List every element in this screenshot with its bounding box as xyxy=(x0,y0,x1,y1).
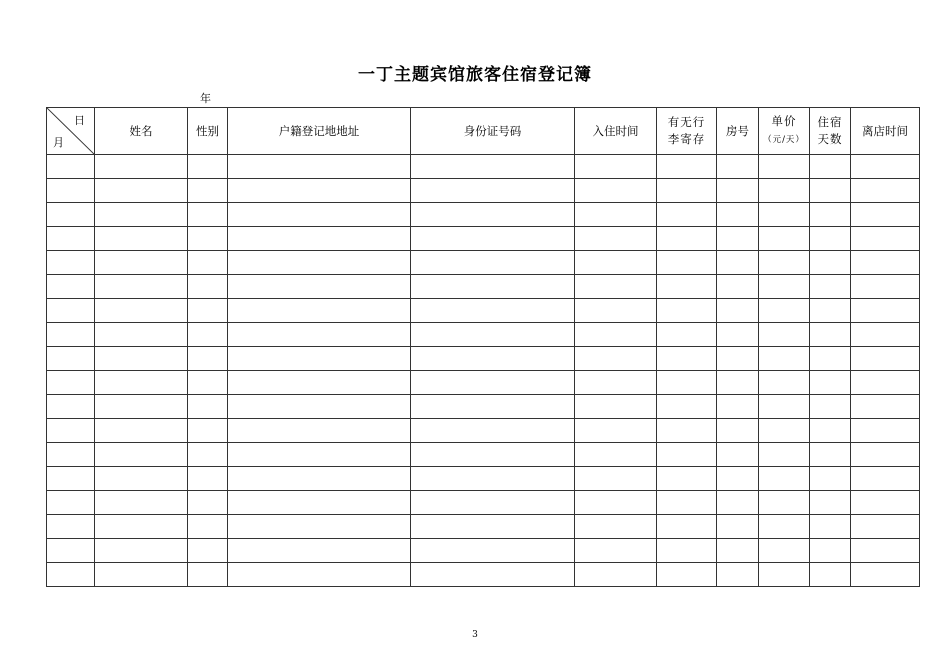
cell-gender xyxy=(188,227,228,251)
header-address: 户籍登记地地址 xyxy=(228,108,411,155)
cell-days xyxy=(810,419,851,443)
cell-address xyxy=(228,539,411,563)
cell-name xyxy=(95,419,188,443)
header-days-line1: 住宿 xyxy=(817,115,843,129)
cell-date xyxy=(47,371,95,395)
cell-name xyxy=(95,347,188,371)
cell-date xyxy=(47,515,95,539)
table-row xyxy=(47,467,920,491)
table-row xyxy=(47,563,920,587)
cell-price xyxy=(759,347,810,371)
cell-checkout-time xyxy=(851,299,920,323)
cell-checkout-time xyxy=(851,203,920,227)
cell-name xyxy=(95,395,188,419)
cell-gender xyxy=(188,563,228,587)
cell-checkout-time xyxy=(851,443,920,467)
cell-room-no xyxy=(717,467,759,491)
cell-date xyxy=(47,539,95,563)
cell-price xyxy=(759,491,810,515)
cell-room-no xyxy=(717,419,759,443)
cell-luggage xyxy=(657,347,717,371)
cell-gender xyxy=(188,299,228,323)
cell-date xyxy=(47,299,95,323)
cell-id-number xyxy=(411,347,575,371)
header-luggage-line2: 李寄存 xyxy=(667,132,706,146)
cell-date xyxy=(47,179,95,203)
cell-checkout-time xyxy=(851,515,920,539)
cell-checkin-time xyxy=(575,299,657,323)
cell-luggage xyxy=(657,227,717,251)
cell-checkin-time xyxy=(575,563,657,587)
cell-name xyxy=(95,467,188,491)
cell-name xyxy=(95,155,188,179)
cell-name xyxy=(95,371,188,395)
cell-address xyxy=(228,299,411,323)
cell-checkout-time xyxy=(851,539,920,563)
cell-checkin-time xyxy=(575,395,657,419)
cell-checkin-time xyxy=(575,443,657,467)
cell-checkin-time xyxy=(575,347,657,371)
cell-name xyxy=(95,275,188,299)
cell-days xyxy=(810,155,851,179)
cell-price xyxy=(759,323,810,347)
cell-price xyxy=(759,443,810,467)
cell-address xyxy=(228,251,411,275)
cell-room-no xyxy=(717,443,759,467)
cell-days xyxy=(810,443,851,467)
cell-price xyxy=(759,203,810,227)
cell-checkout-time xyxy=(851,371,920,395)
header-date xyxy=(47,108,95,155)
cell-name xyxy=(95,491,188,515)
page-number: 3 xyxy=(472,630,478,640)
cell-days xyxy=(810,203,851,227)
cell-address xyxy=(228,227,411,251)
cell-price xyxy=(759,419,810,443)
cell-luggage xyxy=(657,251,717,275)
cell-checkin-time xyxy=(575,179,657,203)
header-checkin-time: 入住时间 xyxy=(575,108,657,155)
cell-checkin-time xyxy=(575,539,657,563)
table-row xyxy=(47,443,920,467)
cell-id-number xyxy=(411,275,575,299)
table-row xyxy=(47,275,920,299)
cell-days xyxy=(810,347,851,371)
cell-checkout-time xyxy=(851,419,920,443)
header-luggage xyxy=(657,108,717,155)
table-row xyxy=(47,227,920,251)
cell-id-number xyxy=(411,443,575,467)
header-luggage-line1: 有无行 xyxy=(667,115,706,129)
header-month-label: 月 xyxy=(53,136,64,149)
cell-price xyxy=(759,299,810,323)
cell-checkin-time xyxy=(575,467,657,491)
cell-gender xyxy=(188,203,228,227)
cell-date xyxy=(47,275,95,299)
table-row xyxy=(47,395,920,419)
cell-address xyxy=(228,467,411,491)
cell-checkout-time xyxy=(851,347,920,371)
cell-room-no xyxy=(717,563,759,587)
cell-checkin-time xyxy=(575,227,657,251)
cell-checkin-time xyxy=(575,275,657,299)
cell-price xyxy=(759,155,810,179)
cell-days xyxy=(810,563,851,587)
cell-id-number xyxy=(411,515,575,539)
cell-luggage xyxy=(657,299,717,323)
table-row xyxy=(47,323,920,347)
cell-id-number xyxy=(411,179,575,203)
cell-checkin-time xyxy=(575,515,657,539)
header-days-line2: 天数 xyxy=(817,132,843,146)
cell-name xyxy=(95,443,188,467)
cell-id-number xyxy=(411,371,575,395)
cell-name xyxy=(95,539,188,563)
cell-gender xyxy=(188,275,228,299)
cell-name xyxy=(95,563,188,587)
cell-checkout-time xyxy=(851,275,920,299)
cell-address xyxy=(228,371,411,395)
cell-id-number xyxy=(411,155,575,179)
cell-id-number xyxy=(411,203,575,227)
cell-price xyxy=(759,467,810,491)
table-row xyxy=(47,203,920,227)
cell-luggage xyxy=(657,443,717,467)
header-room-no: 房号 xyxy=(717,108,759,155)
cell-date xyxy=(47,443,95,467)
cell-date xyxy=(47,467,95,491)
cell-room-no xyxy=(717,251,759,275)
cell-price xyxy=(759,515,810,539)
cell-id-number xyxy=(411,227,575,251)
cell-id-number xyxy=(411,419,575,443)
cell-checkout-time xyxy=(851,467,920,491)
cell-price xyxy=(759,251,810,275)
year-label: 年 xyxy=(200,92,211,105)
cell-price xyxy=(759,563,810,587)
cell-date xyxy=(47,203,95,227)
cell-address xyxy=(228,395,411,419)
cell-address xyxy=(228,275,411,299)
header-day-label: 日 xyxy=(74,114,85,127)
cell-date xyxy=(47,251,95,275)
cell-luggage xyxy=(657,539,717,563)
header-checkout-time: 离店时间 xyxy=(851,108,920,155)
cell-luggage xyxy=(657,419,717,443)
cell-luggage xyxy=(657,395,717,419)
cell-room-no xyxy=(717,539,759,563)
cell-address xyxy=(228,179,411,203)
cell-id-number xyxy=(411,323,575,347)
cell-checkout-time xyxy=(851,227,920,251)
cell-days xyxy=(810,467,851,491)
cell-days xyxy=(810,323,851,347)
cell-room-no xyxy=(717,371,759,395)
cell-checkin-time xyxy=(575,323,657,347)
cell-luggage xyxy=(657,515,717,539)
cell-luggage xyxy=(657,179,717,203)
cell-date xyxy=(47,395,95,419)
cell-checkout-time xyxy=(851,251,920,275)
cell-gender xyxy=(188,251,228,275)
cell-gender xyxy=(188,155,228,179)
cell-gender xyxy=(188,179,228,203)
cell-checkout-time xyxy=(851,563,920,587)
cell-address xyxy=(228,323,411,347)
table-row xyxy=(47,539,920,563)
cell-checkin-time xyxy=(575,251,657,275)
cell-days xyxy=(810,395,851,419)
cell-room-no xyxy=(717,155,759,179)
cell-checkout-time xyxy=(851,323,920,347)
cell-address xyxy=(228,491,411,515)
table-row xyxy=(47,371,920,395)
cell-gender xyxy=(188,443,228,467)
header-price-line2: （元/天） xyxy=(763,135,805,145)
table-row xyxy=(47,347,920,371)
cell-days xyxy=(810,227,851,251)
header-price-line1: 单价 xyxy=(771,114,797,128)
cell-gender xyxy=(188,395,228,419)
cell-price xyxy=(759,395,810,419)
cell-days xyxy=(810,251,851,275)
table-row xyxy=(47,515,920,539)
cell-room-no xyxy=(717,515,759,539)
cell-days xyxy=(810,371,851,395)
header-gender: 性别 xyxy=(188,108,228,155)
header-days xyxy=(810,108,851,155)
cell-room-no xyxy=(717,179,759,203)
header-name: 姓名 xyxy=(95,108,188,155)
cell-luggage xyxy=(657,467,717,491)
table-row xyxy=(47,251,920,275)
cell-room-no xyxy=(717,275,759,299)
cell-date xyxy=(47,563,95,587)
cell-luggage xyxy=(657,323,717,347)
table-row xyxy=(47,419,920,443)
cell-days xyxy=(810,491,851,515)
cell-gender xyxy=(188,323,228,347)
cell-gender xyxy=(188,539,228,563)
cell-price xyxy=(759,179,810,203)
cell-name xyxy=(95,515,188,539)
cell-id-number xyxy=(411,395,575,419)
cell-checkin-time xyxy=(575,371,657,395)
cell-gender xyxy=(188,371,228,395)
cell-room-no xyxy=(717,323,759,347)
cell-gender xyxy=(188,467,228,491)
cell-address xyxy=(228,563,411,587)
header-price xyxy=(759,108,810,155)
cell-address xyxy=(228,155,411,179)
cell-checkout-time xyxy=(851,395,920,419)
cell-days xyxy=(810,179,851,203)
cell-date xyxy=(47,347,95,371)
cell-checkout-time xyxy=(851,491,920,515)
cell-date xyxy=(47,419,95,443)
table-row xyxy=(47,179,920,203)
cell-gender xyxy=(188,491,228,515)
cell-gender xyxy=(188,515,228,539)
register-body xyxy=(47,155,920,587)
cell-room-no xyxy=(717,299,759,323)
cell-id-number xyxy=(411,467,575,491)
cell-id-number xyxy=(411,491,575,515)
cell-luggage xyxy=(657,155,717,179)
cell-days xyxy=(810,299,851,323)
cell-price xyxy=(759,275,810,299)
cell-date xyxy=(47,323,95,347)
cell-name xyxy=(95,227,188,251)
cell-luggage xyxy=(657,563,717,587)
cell-room-no xyxy=(717,227,759,251)
header-row xyxy=(47,108,920,155)
cell-address xyxy=(228,515,411,539)
cell-room-no xyxy=(717,347,759,371)
cell-checkin-time xyxy=(575,203,657,227)
cell-name xyxy=(95,203,188,227)
cell-days xyxy=(810,515,851,539)
cell-luggage xyxy=(657,275,717,299)
cell-luggage xyxy=(657,371,717,395)
cell-price xyxy=(759,227,810,251)
cell-price xyxy=(759,371,810,395)
page-title: 一丁主题宾馆旅客住宿登记簿 xyxy=(358,65,592,85)
cell-name xyxy=(95,179,188,203)
table-row xyxy=(47,491,920,515)
cell-date xyxy=(47,227,95,251)
cell-gender xyxy=(188,419,228,443)
guest-register-table xyxy=(46,107,920,587)
cell-date xyxy=(47,155,95,179)
cell-gender xyxy=(188,347,228,371)
cell-luggage xyxy=(657,491,717,515)
cell-room-no xyxy=(717,203,759,227)
cell-checkout-time xyxy=(851,155,920,179)
cell-address xyxy=(228,347,411,371)
cell-checkin-time xyxy=(575,491,657,515)
cell-price xyxy=(759,539,810,563)
cell-address xyxy=(228,443,411,467)
cell-id-number xyxy=(411,539,575,563)
cell-address xyxy=(228,203,411,227)
table-row xyxy=(47,299,920,323)
cell-address xyxy=(228,419,411,443)
cell-id-number xyxy=(411,299,575,323)
cell-luggage xyxy=(657,203,717,227)
cell-name xyxy=(95,323,188,347)
cell-name xyxy=(95,251,188,275)
cell-id-number xyxy=(411,563,575,587)
cell-date xyxy=(47,491,95,515)
cell-id-number xyxy=(411,251,575,275)
cell-checkin-time xyxy=(575,419,657,443)
header-id-number: 身份证号码 xyxy=(411,108,575,155)
cell-days xyxy=(810,275,851,299)
cell-room-no xyxy=(717,395,759,419)
cell-name xyxy=(95,299,188,323)
cell-days xyxy=(810,539,851,563)
cell-room-no xyxy=(717,491,759,515)
table-row xyxy=(47,155,920,179)
cell-checkout-time xyxy=(851,179,920,203)
cell-checkin-time xyxy=(575,155,657,179)
